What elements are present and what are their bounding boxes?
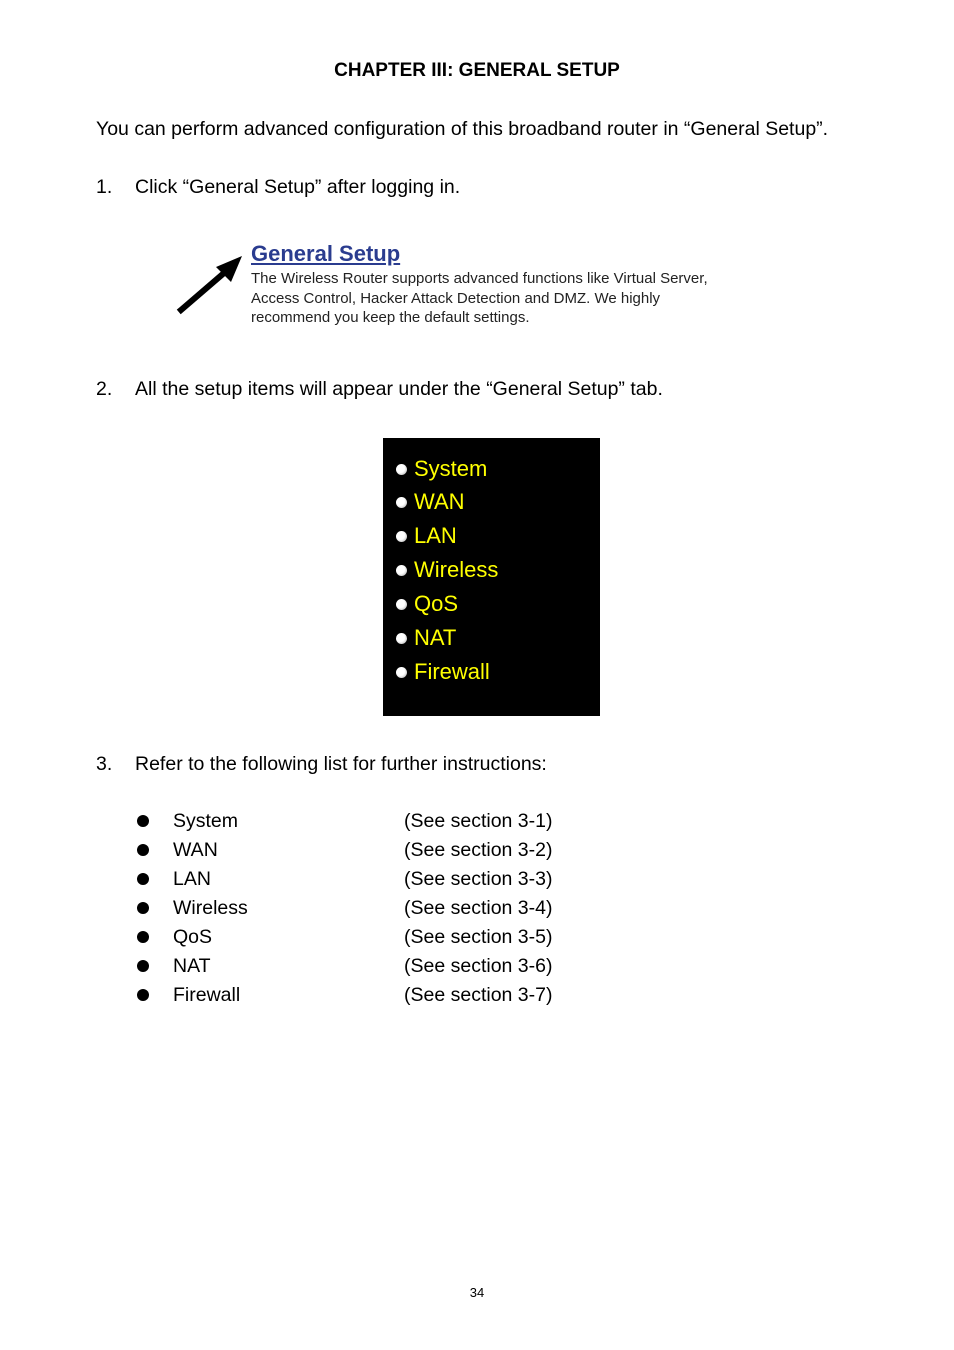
list-item-name: Firewall [173,984,241,1006]
list-item-ref: (See section 3-4) [404,897,553,919]
arrow-up-right-icon [176,255,246,315]
list-item-ref: (See section 3-6) [404,955,553,977]
list-item-name: System [173,810,239,832]
bullet-icon [137,989,149,1001]
bullet-icon [137,902,149,914]
bullet-icon [137,960,149,972]
menu-item-label: WAN [414,489,465,514]
list-item-ref: (See section 3-3) [404,868,553,890]
menu-item-lan[interactable] [396,521,457,551]
general-setup-screenshot [176,240,756,340]
bullet-icon [396,497,407,508]
menu-item-wan[interactable] [396,487,465,517]
general-setup-description [251,269,751,328]
general-setup-link[interactable]: General Setup [251,241,401,266]
bullet-icon [396,599,407,610]
bullet-icon [396,633,407,644]
list-item-ref: (See section 3-1) [404,810,553,832]
bullet-icon [137,815,149,827]
list-item-name: LAN [173,868,211,890]
step-2-number: 2. [96,378,113,400]
bullet-icon [396,565,407,576]
menu-item-system[interactable] [396,454,487,484]
menu-item-label: LAN [414,523,457,548]
list-item-ref: (See section 3-7) [404,984,553,1006]
menu-item-label: NAT [414,625,457,650]
list-item-ref: (See section 3-5) [404,926,553,948]
menu-item-wireless[interactable] [396,555,498,585]
description-line: recommend you keep the default settings. [251,309,530,326]
menu-item-label: Firewall [414,659,490,684]
bullet-icon [137,844,149,856]
menu-item-qos[interactable] [396,589,458,619]
step-1-number: 1. [96,176,113,198]
step-3-number: 3. [96,753,113,775]
bullet-icon [396,667,407,678]
bullet-icon [137,931,149,943]
menu-item-label: QoS [414,591,459,616]
list-item-name: NAT [173,955,211,977]
bullet-icon [396,464,407,475]
menu-item-label: System [414,456,488,481]
step-2-text: All the setup items will appear under the “General Setup” tab. [135,378,663,400]
menu-item-firewall[interactable] [396,657,490,687]
list-item-name: WAN [173,839,218,861]
bullet-icon [137,873,149,885]
description-line: The Wireless Router supports advanced functions like Virtual Server, [251,270,708,287]
intro-paragraph: You can perform advanced configuration of this broadband router in “General Setup”. [96,118,829,140]
page-number: 34 [469,1285,485,1300]
general-setup-menu-screenshot [383,438,600,716]
step-3-text: Refer to the following list for further instructions: [135,753,547,775]
step-1-text: Click “General Setup” after logging in. [135,176,461,198]
list-item-name: QoS [173,926,213,948]
menu-item-label: Wireless [414,557,499,582]
list-item-ref: (See section 3-2) [404,839,553,861]
list-item-name: Wireless [173,897,248,919]
menu-item-nat[interactable] [396,623,456,653]
chapter-title: CHAPTER III: GENERAL SETUP [334,60,620,81]
description-line: Access Control, Hacker Attack Detection and DMZ. We highly [251,289,661,307]
bullet-icon [396,531,407,542]
